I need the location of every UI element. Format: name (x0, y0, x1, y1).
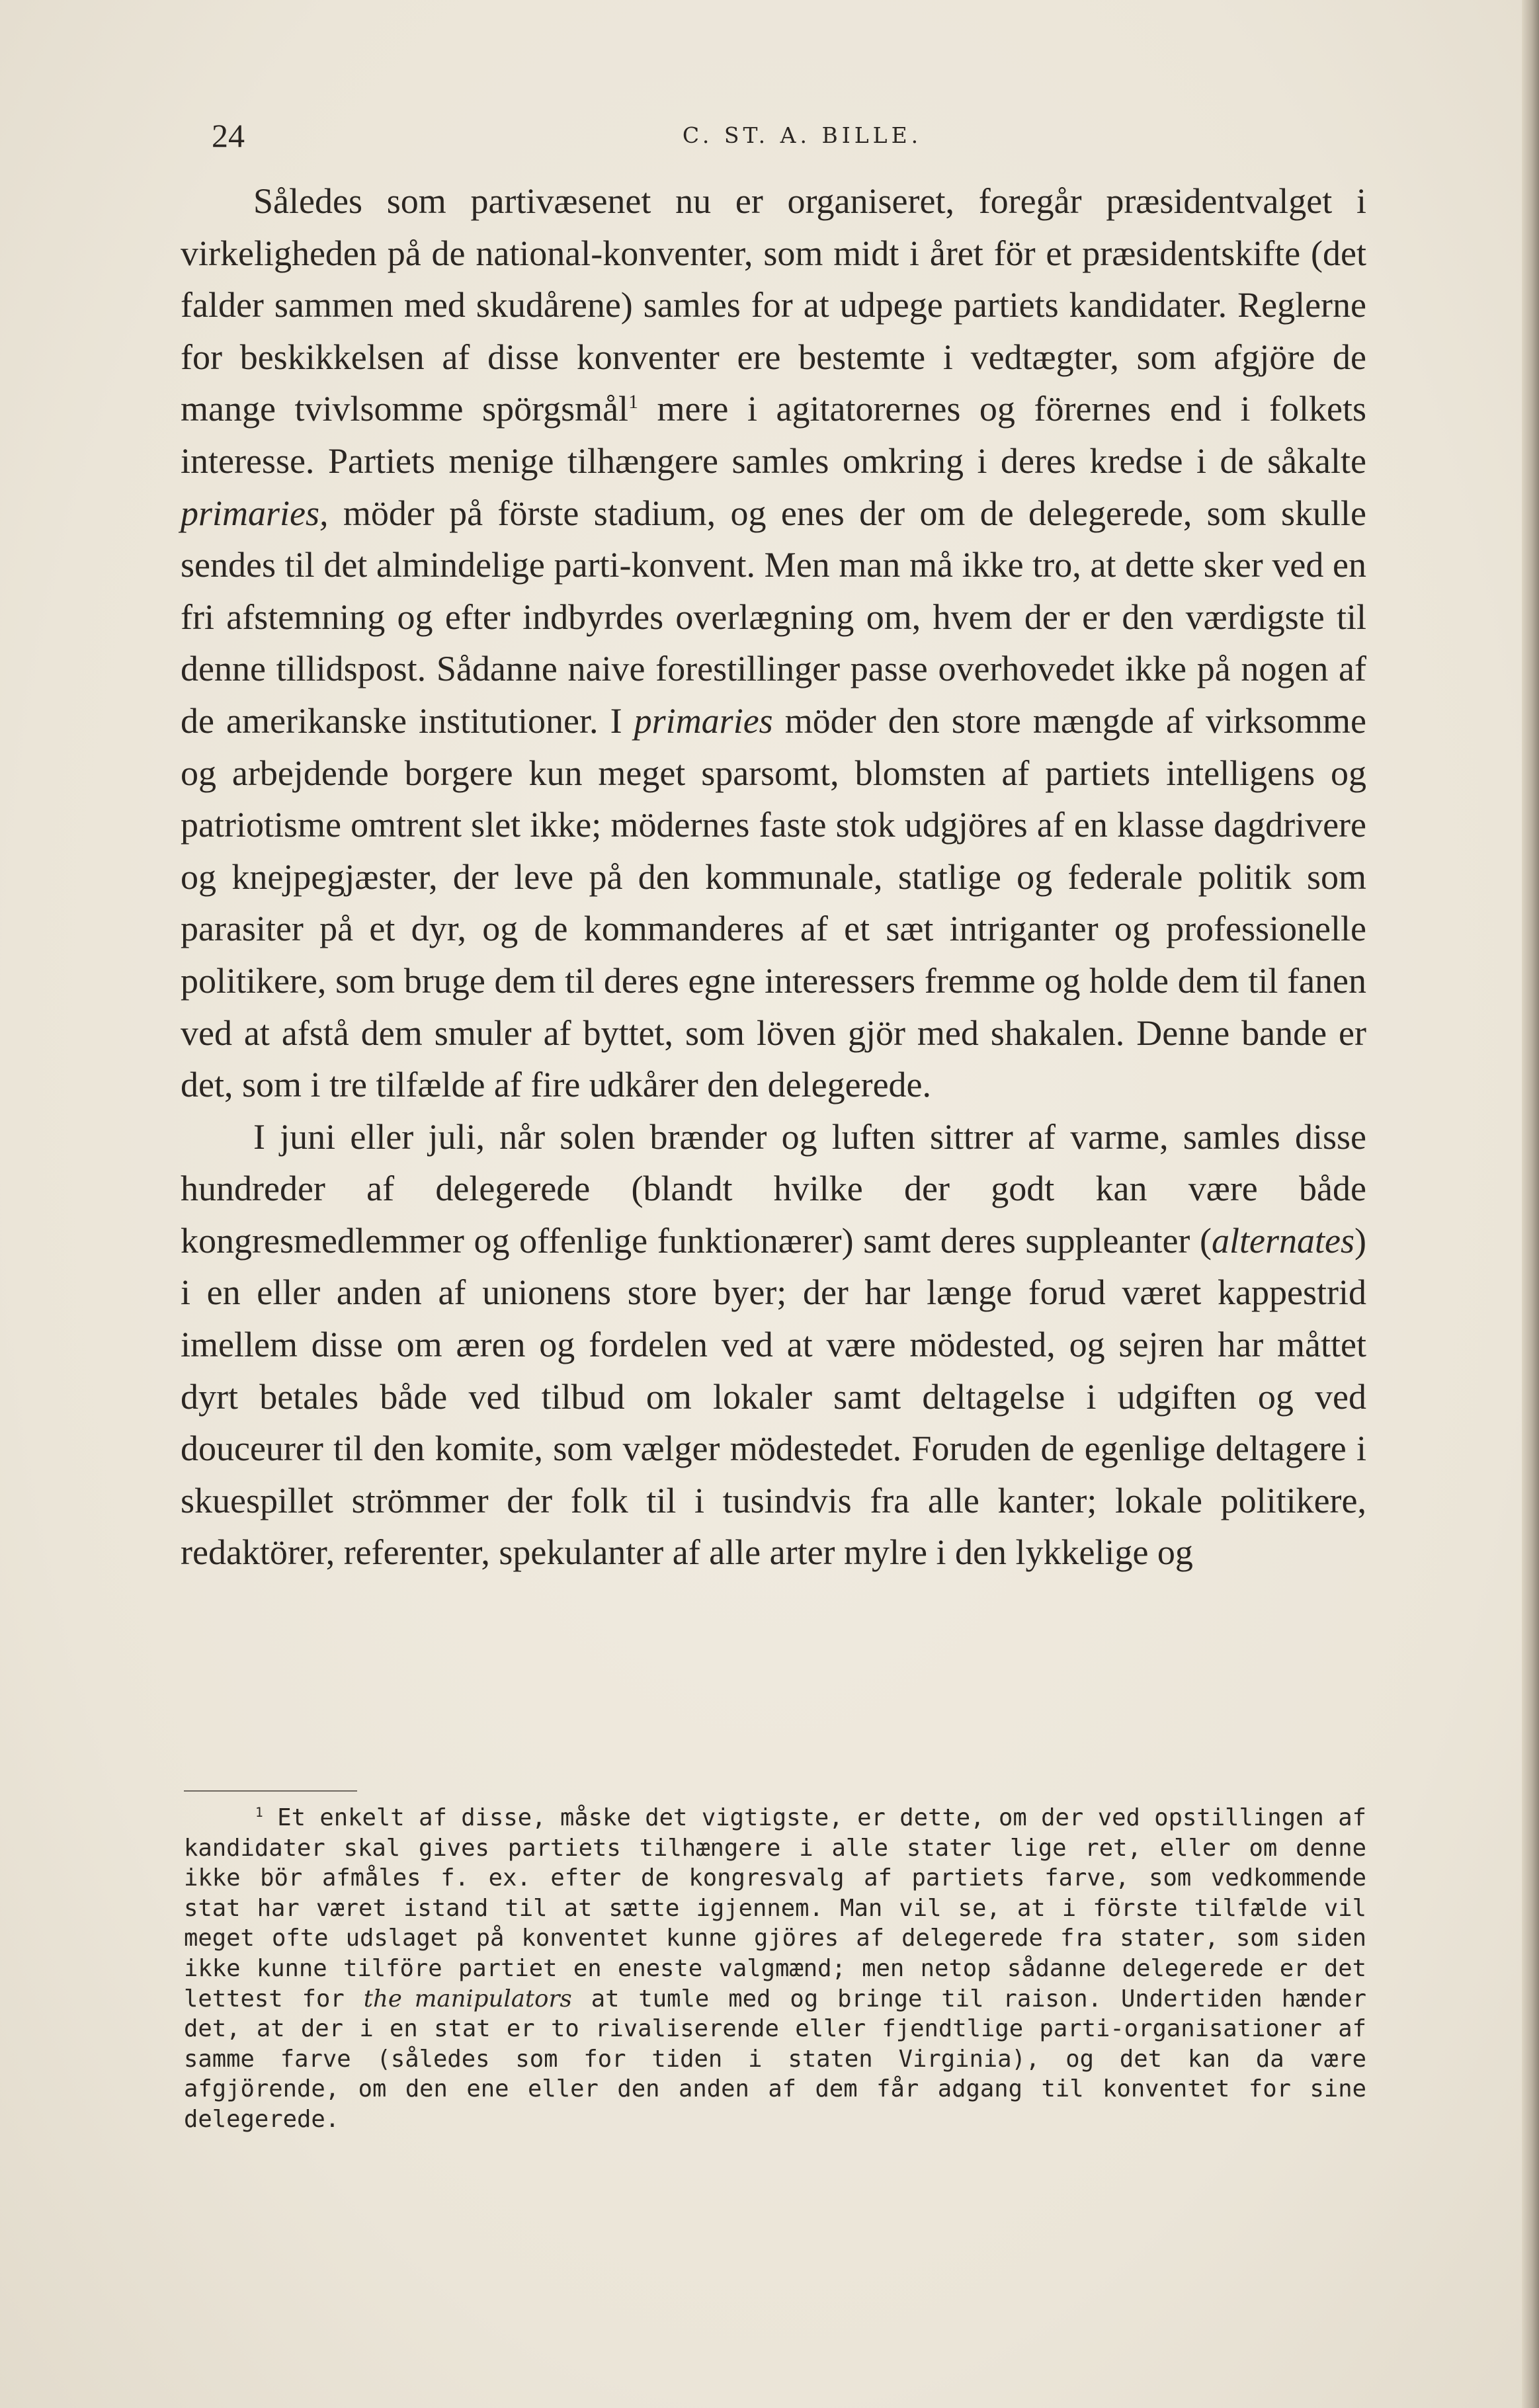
footnote-paragraph (184, 1803, 1366, 2135)
paragraph-1-text-cont2: möder på förste stadium, og enes der om de delegerede, som skulle sendes til det almindelige parti-konvent. Men man må ikke tro, at dette sker ved en fri afstemning og efter indbyrdes overlægning om, hvem der er den værdigste til denne tillidspost. Sådanne naive forestillinger passe overhovedet ikke på nogen af de amerikanske institutioner. I (181, 493, 1366, 741)
footnote-marker: 1 (255, 1805, 263, 1821)
running-head (212, 112, 1366, 159)
footnote-italic-term: the manipulators (363, 1985, 572, 2013)
footnote (184, 1803, 1366, 2135)
main-text (181, 175, 1366, 1579)
page-number: 24 (212, 117, 245, 154)
paragraph-2 (181, 1111, 1366, 1579)
footnote-text-cont: at tumle med og bringe til raison. Undertiden hænder det, at der i en stat er to rivaliserende eller fjendtlige parti-organisationer af samme farve (således som for tiden i staten Virginia), og det kan da være afgjörende, om den ene eller den anden af dem får adgang til konventet for sine delegerede. (184, 1985, 1366, 2133)
footnote-reference: 1 (628, 392, 638, 413)
footnote-divider (184, 1790, 357, 1792)
paragraph-2-text-cont: ) i en eller anden af unionens store byer; der har længe forud været kappestrid imellem disse om æren og fordelen ved at være mödested, og sejren har måttet dyrt betales både ved tilbud om lokaler samt deltagelse i udgiften og ved douceurer til den komite, som vælger mödestedet. Foruden de egenlige deltagere i skuespillet strömmer der folk til i tusindvis fra alle kanter; lokale politikere, redaktörer, referenter, spekulanter af alle arter mylre i den lykkelige og (181, 1220, 1366, 1573)
paragraph-2-text: I juni eller juli, når solen brænder og luften sittrer af varme, samles disse hundreder af delegerede (blandt hvilke der godt kan være både kongresmedlemmer og offenlige funktionærer) samt deres suppleanter ( (181, 1116, 1366, 1261)
page-edge-shadow (1522, 0, 1539, 2408)
paragraph-1 (181, 175, 1366, 1111)
italic-term-primaries: primaries, (181, 493, 329, 533)
italic-term-primaries-2: primaries (634, 700, 773, 741)
footnote-text: Et enkelt af disse, måske det vigtigste, er dette, om der ved opstillingen af kandidater skal gives partiets tilhængere i alle stater lige ret, eller om denne ikke bör afmåles f. ex. efter de kongresvalg af partiets farve, som vedkommende stat har været istand til at sætte igjennem. Man vil se, at i förste tilfælde vil meget ofte udslaget på konventet kunne gjöres af delegerede fra stater, som siden ikke kunne tilföre partiet en eneste valgmænd; men netop sådanne delegerede er det lettest for (184, 1804, 1366, 2013)
running-title: C. ST. A. BILLE. (682, 122, 923, 148)
paragraph-1-text-cont: mere i agitatorernes og förernes end i folkets interesse. Partiets menige tilhængere samles omkring i deres kredse i de såkalte (181, 389, 1366, 481)
italic-term-alternates: alternates (1212, 1220, 1355, 1261)
paragraph-1-text-cont3: möder den store mængde af virksomme og arbejdende borgere kun meget sparsomt, blomsten af partiets intelligens og patriotisme omtrent slet ikke; mödernes faste stok udgjöres af en klasse dagdrivere og knejpegjæster, der leve på den kommunale, statlige og federale politik som parasiter på et dyr, og de kommanderes af et sæt intriganter og professionelle politikere, som bruge dem til deres egne interessers fremme og holde dem til fanen ved at afstå dem smuler af byttet, som löven gjör med shakalen. Denne bande er det, som i tre tilfælde af fire udkårer den delegerede. (181, 700, 1366, 1105)
paragraph-1-text: Således som partivæsenet nu er organiseret, foregår præsidentvalget i virkeligheden på de national-konventer, som midt i året för et præsidentskifte (det falder sammen med skudårene) samles for at udpege partiets kandidater. Reglerne for beskikkelsen af disse konventer ere bestemte i vedtægter, som afgjöre de mange tvivlsomme spörgsmål (181, 181, 1366, 429)
